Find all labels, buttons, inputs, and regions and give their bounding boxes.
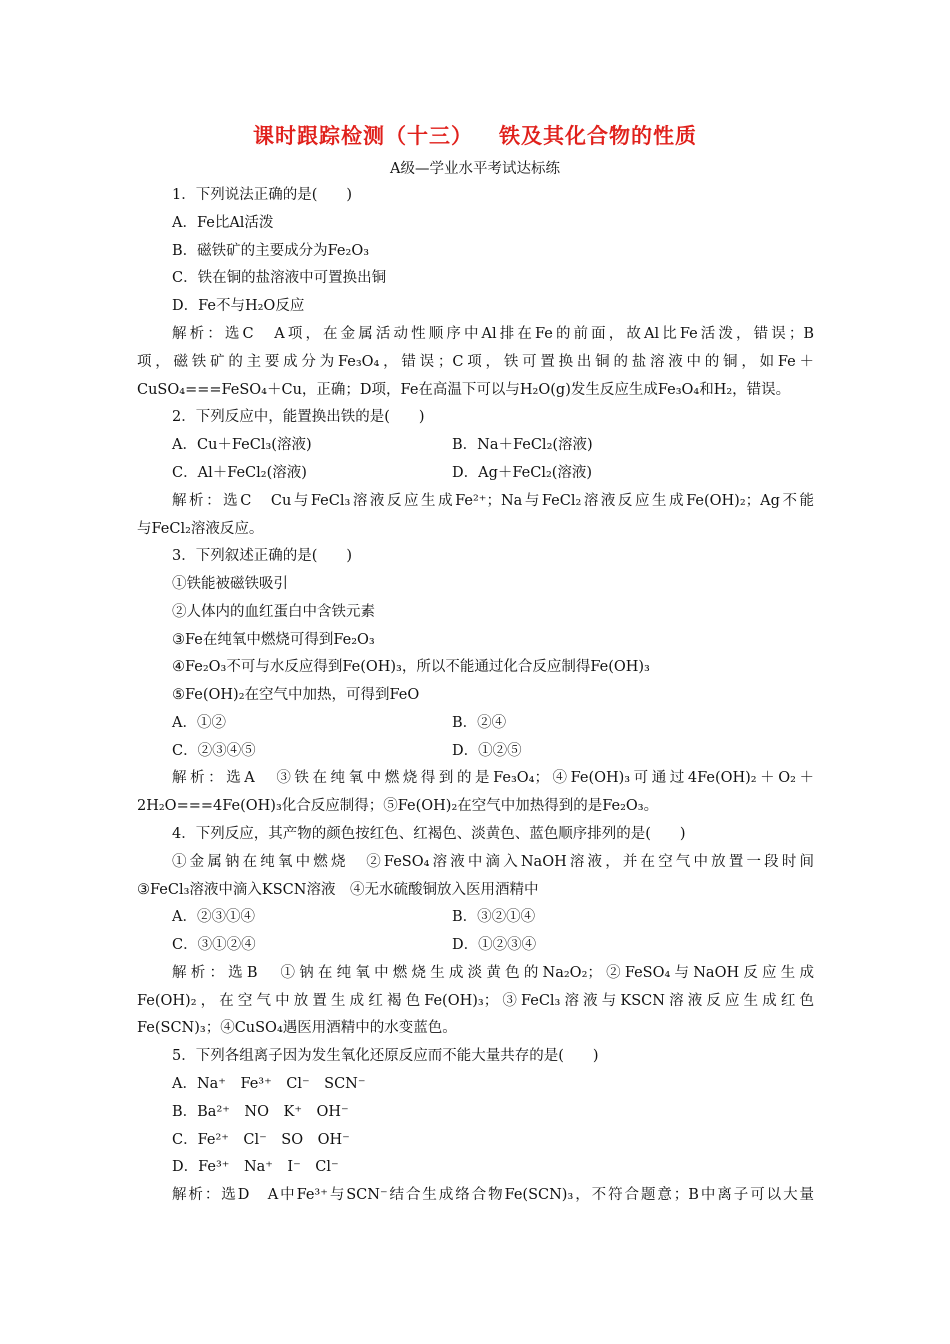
text-line: 5．下列各组离子因为发生氧化还原反应而不能大量共存的是( ) (172, 1048, 599, 1064)
title-topic: 铁及其化合物的性质 (499, 124, 697, 148)
text-line: C．③①②④ (172, 937, 256, 953)
text-line: 解析：选C A项，在金属活动性顺序中Al排在Fe的前面，故Al比Fe活泼，错误；B (172, 326, 814, 342)
text-line: 解析：选A ③铁在纯氧中燃烧得到的是Fe₃O₄；④Fe(OH)₃可通过4Fe(OH)₂＋O₂＋ (172, 770, 814, 786)
page-title (0, 120, 950, 150)
text-line: 解析：选B ①钠在纯氧中燃烧生成淡黄色的Na₂O₂；②FeSO₄与NaOH反应生成 (172, 965, 814, 981)
text-line: 解析：选D A中Fe³⁺与SCN⁻结合生成络合物Fe(SCN)₃，不符合题意；B中离子可以大量 (172, 1187, 814, 1203)
text-line: C．铁在铜的盐溶液中可置换出铜 (172, 270, 387, 286)
title-main: 课时跟踪检测（十三） (253, 124, 473, 148)
text-line: Fe(OH)₂，在空气中放置生成红褐色Fe(OH)₃；③FeCl₃溶液与KSCN溶液反应生成红色 (137, 993, 814, 1009)
text-line: 3．下列叙述正确的是( ) (172, 548, 353, 564)
text-line: 4．下列反应，其产物的颜色按红色、红褐色、淡黄色、蓝色顺序排列的是( ) (172, 826, 686, 842)
text-line: ⑤Fe(OH)₂在空气中加热，可得到FeO (172, 687, 420, 703)
text-line: A．Cu＋FeCl₃(溶液) (172, 437, 312, 453)
text-line: 2H₂O===4Fe(OH)₃化合反应制得；⑤Fe(OH)₂在空气中加热得到的是Fe₂O₃。 (137, 798, 659, 814)
text-line: B．Ba²⁺ NO K⁺ OH⁻ (172, 1104, 349, 1120)
text-line: A．①② (172, 715, 226, 731)
text-line: ③FeCl₃溶液中滴入KSCN溶液 ④无水硫酸铜放入医用酒精中 (137, 882, 539, 898)
text-line: 1．下列说法正确的是( ) (172, 187, 353, 203)
text-line: C．Al＋FeCl₂(溶液) (172, 465, 307, 481)
text-line: A．Na⁺ Fe³⁺ Cl⁻ SCN⁻ (172, 1076, 366, 1092)
text-line: B．②④ (452, 715, 507, 731)
text-line: B．③②①④ (452, 909, 536, 925)
text-line: 2．下列反应中，能置换出铁的是( ) (172, 409, 425, 425)
text-line: Fe(SCN)₃；④CuSO₄遇医用酒精中的水变蓝色。 (137, 1020, 457, 1036)
text-line: D．Ag＋FeCl₂(溶液) (452, 465, 593, 481)
text-line: D．①②③④ (452, 937, 537, 953)
text-line: ①金属钠在纯氧中燃烧 ②FeSO₄溶液中滴入NaOH溶液，并在空气中放置一段时间 (172, 854, 814, 870)
text-line: 解析：选C Cu与FeCl₃溶液反应生成Fe²⁺；Na与FeCl₂溶液反应生成Fe(OH)₂；Ag不能 (172, 493, 814, 509)
text-line: C．Fe²⁺ Cl⁻ SO OH⁻ (172, 1132, 350, 1148)
text-line: ④Fe₂O₃不可与水反应得到Fe(OH)₃，所以不能通过化合反应制得Fe(OH)₃ (172, 659, 650, 675)
text-line: ①铁能被磁铁吸引 (172, 576, 288, 592)
text-line: 与FeCl₂溶液反应。 (137, 521, 264, 537)
text-line: B．Na＋FeCl₂(溶液) (452, 437, 593, 453)
text-line: ②人体内的血红蛋白中含铁元素 (172, 604, 375, 620)
text-line: D．Fe不与H₂O反应 (172, 298, 305, 314)
text-line: B．磁铁矿的主要成分为Fe₂O₃ (172, 243, 370, 259)
text-line: A．Fe比Al活泼 (172, 215, 274, 231)
text-line: 项，磁铁矿的主要成分为Fe₃O₄，错误；C项，铁可置换出铜的盐溶液中的铜，如Fe＋ (137, 354, 814, 370)
page-subtitle: A级—学业水平考试达标练 (390, 161, 560, 177)
text-line: D．Fe³⁺ Na⁺ I⁻ Cl⁻ (172, 1159, 339, 1175)
text-line: ③Fe在纯氧中燃烧可得到Fe₂O₃ (172, 632, 375, 648)
text-line: A．②③①④ (172, 909, 255, 925)
text-line: C．②③④⑤ (172, 743, 256, 759)
text-line: D．①②⑤ (452, 743, 522, 759)
text-line: CuSO₄===FeSO₄＋Cu，正确；D项，Fe在高温下可以与H₂O(g)发生反应生成Fe₃O₄和H₂，错误。 (137, 382, 791, 398)
